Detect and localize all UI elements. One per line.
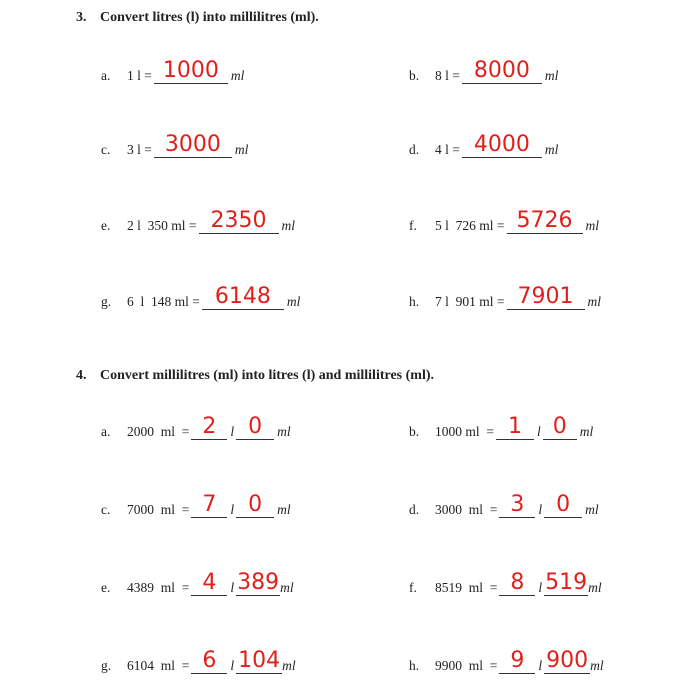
answer-blank[interactable]	[507, 285, 585, 310]
item-question: 7000 ml =	[127, 502, 190, 517]
q4-item-h	[409, 648, 604, 678]
item-unit: ml	[590, 658, 604, 673]
item-letter: a.	[101, 424, 111, 439]
item-question: 7 l 901 ml =	[435, 294, 505, 309]
litre-unit: l	[230, 580, 235, 595]
item-letter: c.	[101, 502, 111, 517]
item-question: 2000 ml =	[127, 424, 190, 439]
litre-unit: l	[537, 424, 541, 439]
handwritten-answer: 2350	[210, 208, 267, 233]
handwritten-answer: 8000	[473, 58, 530, 83]
q4-heading	[76, 368, 434, 384]
handwritten-answer: 4000	[473, 132, 530, 157]
handwritten-answer: 0	[556, 492, 571, 517]
handwritten-answer: 1	[508, 414, 522, 439]
litres-blank[interactable]	[191, 493, 227, 518]
handwritten-answer: 7901	[517, 284, 574, 309]
item-letter: e.	[101, 218, 111, 233]
item-unit: ml	[585, 218, 599, 233]
handwritten-answer: 519	[545, 570, 588, 595]
item-question: 2 l 350 ml =	[127, 218, 197, 233]
item-unit: ml	[280, 580, 294, 595]
item-question: 1000 ml =	[435, 424, 494, 439]
handwritten-answer: 4	[202, 570, 217, 595]
item-unit: ml	[277, 502, 291, 517]
millilitres-blank[interactable]	[236, 649, 282, 674]
item-letter: b.	[409, 424, 420, 439]
q4-item-d	[409, 492, 599, 522]
item-unit: ml	[230, 68, 245, 83]
handwritten-answer: 9	[510, 648, 525, 673]
item-letter: d.	[409, 502, 420, 517]
litres-blank[interactable]	[191, 571, 227, 596]
item-question: 9900 ml =	[435, 658, 498, 673]
litres-blank[interactable]	[496, 415, 534, 440]
item-letter: h.	[409, 658, 420, 673]
item-unit: ml	[579, 424, 594, 439]
item-unit: ml	[588, 580, 602, 595]
answer-blank[interactable]	[507, 209, 583, 234]
litres-blank[interactable]	[191, 415, 227, 440]
millilitres-blank[interactable]	[544, 571, 588, 596]
answer-blank[interactable]	[199, 209, 279, 234]
item-question: 3000 ml =	[435, 502, 498, 517]
q3-heading	[76, 10, 319, 26]
item-unit: ml	[286, 294, 301, 309]
millilitres-blank[interactable]	[544, 493, 582, 518]
millilitres-blank[interactable]	[543, 415, 577, 440]
q4-item-g	[101, 648, 296, 678]
item-letter: f.	[409, 218, 417, 233]
item-unit: ml	[544, 142, 559, 157]
handwritten-answer: 0	[552, 414, 567, 439]
q4-title: Convert millilitres (ml) into litres (l) and millilitres (ml).	[100, 368, 434, 383]
item-letter: g.	[101, 658, 112, 673]
handwritten-answer: 1000	[162, 58, 219, 83]
handwritten-answer: 6	[202, 648, 217, 673]
millilitres-blank[interactable]	[236, 493, 274, 518]
item-letter: c.	[101, 142, 111, 157]
q4-item-b	[409, 414, 593, 444]
millilitres-blank[interactable]	[544, 649, 590, 674]
q3-item-d	[409, 132, 558, 162]
item-letter: d.	[409, 142, 420, 157]
q3-item-b	[409, 58, 558, 88]
answer-blank[interactable]	[202, 285, 284, 310]
item-question: 3 l =	[127, 142, 152, 157]
item-unit: ml	[281, 218, 295, 233]
litre-unit: l	[538, 580, 543, 595]
handwritten-answer: 900	[546, 648, 589, 673]
item-letter: h.	[409, 294, 420, 309]
q4-item-e	[101, 570, 294, 600]
handwritten-answer: 3	[510, 492, 525, 517]
item-unit: ml	[282, 658, 296, 673]
item-unit: ml	[544, 68, 559, 83]
litres-blank[interactable]	[499, 571, 535, 596]
litres-blank[interactable]	[499, 493, 535, 518]
litre-unit: l	[538, 658, 543, 673]
q4-number: 4.	[76, 368, 87, 383]
litre-unit: l	[230, 502, 235, 517]
q3-title: Convert litres (l) into millilitres (ml).	[100, 10, 319, 25]
handwritten-answer: 104	[238, 648, 281, 673]
handwritten-answer: 3000	[164, 132, 221, 157]
item-question: 6 l 148 ml =	[127, 294, 200, 309]
litres-blank[interactable]	[191, 649, 227, 674]
q4-item-c	[101, 492, 291, 522]
litre-unit: l	[230, 658, 235, 673]
q4-item-f	[409, 570, 602, 600]
item-letter: a.	[101, 68, 111, 83]
item-question: 5 l 726 ml =	[435, 218, 505, 233]
item-question: 4 l =	[435, 142, 460, 157]
litre-unit: l	[538, 502, 543, 517]
q3-item-f	[409, 208, 599, 238]
handwritten-answer: 389	[237, 570, 280, 595]
handwritten-answer: 7	[202, 492, 217, 517]
litres-blank[interactable]	[499, 649, 535, 674]
q3-item-e	[101, 208, 295, 238]
q3-item-a	[101, 58, 244, 88]
handwritten-answer: 0	[248, 492, 263, 517]
litre-unit: l	[230, 424, 235, 439]
item-unit: ml	[585, 502, 599, 517]
item-letter: g.	[101, 294, 112, 309]
answer-blank[interactable]	[462, 59, 542, 84]
q3-item-c	[101, 132, 248, 162]
answer-blank[interactable]	[154, 59, 228, 84]
item-unit: ml	[234, 142, 249, 157]
millilitres-blank[interactable]	[236, 415, 274, 440]
handwritten-answer: 0	[248, 414, 263, 439]
q3-item-g	[101, 284, 300, 314]
item-unit: ml	[587, 294, 601, 309]
millilitres-blank[interactable]	[236, 571, 280, 596]
q3-number: 3.	[76, 10, 87, 25]
handwritten-answer: 5726	[516, 208, 573, 233]
item-question: 6104 ml =	[127, 658, 190, 673]
item-letter: f.	[409, 580, 417, 595]
handwritten-answer: 8	[510, 570, 525, 595]
item-question: 1 l =	[127, 68, 152, 83]
item-question: 8519 ml =	[435, 580, 498, 595]
q3-item-h	[409, 284, 601, 314]
item-question: 4389 ml =	[127, 580, 190, 595]
item-unit: ml	[277, 424, 291, 439]
q4-item-a	[101, 414, 291, 444]
item-letter: b.	[409, 68, 420, 83]
item-letter: e.	[101, 580, 111, 595]
answer-blank[interactable]	[462, 133, 542, 158]
item-question: 8 l =	[435, 68, 460, 83]
handwritten-answer: 2	[202, 414, 217, 439]
answer-blank[interactable]	[154, 133, 232, 158]
handwritten-answer: 6148	[214, 284, 271, 309]
